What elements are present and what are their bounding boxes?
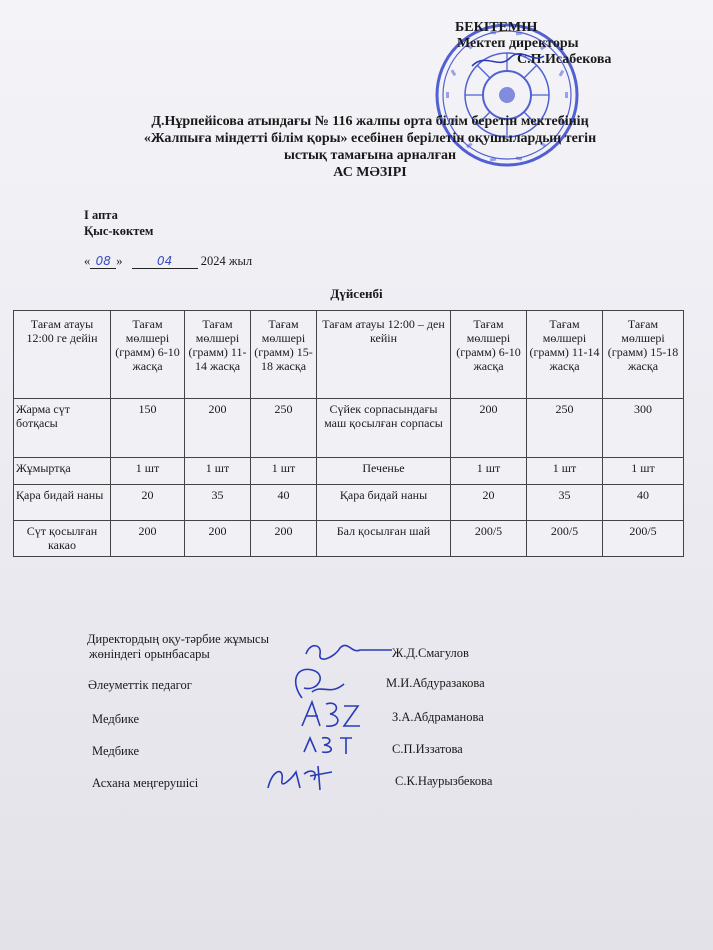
table-cell: 35 bbox=[527, 485, 603, 521]
table-cell: 200 bbox=[451, 399, 527, 458]
week-number: I апта bbox=[84, 208, 118, 222]
title-line-2: «Жалпыға міндетті білім қоры» есебінен берілетін оқушылардың тегін bbox=[143, 131, 597, 146]
table-cell: 1 шт bbox=[527, 458, 603, 485]
date-line bbox=[84, 254, 252, 269]
table-row bbox=[14, 521, 684, 557]
table-cell: 1 шт bbox=[603, 458, 684, 485]
season-label: Қыс-көктем bbox=[84, 224, 154, 238]
table-cell: 20 bbox=[111, 485, 185, 521]
table-row bbox=[14, 399, 684, 458]
table-cell: 35 bbox=[185, 485, 251, 521]
table-cell: 250 bbox=[527, 399, 603, 458]
table-cell: 40 bbox=[603, 485, 684, 521]
table-cell: 200 bbox=[111, 521, 185, 557]
table-cell: 200 bbox=[251, 521, 317, 557]
date-day: 08 bbox=[90, 254, 116, 269]
header-amount-6-10: Тағам мөлшері (грамм) 6-10 жасқа bbox=[111, 311, 185, 399]
table-cell: Жұмыртқа bbox=[14, 458, 111, 485]
signature-name-social-pedagogue: М.И.Абдуразакова bbox=[386, 676, 485, 690]
table-cell: 1 шт bbox=[451, 458, 527, 485]
document-title bbox=[60, 113, 680, 181]
table-header-row bbox=[14, 311, 684, 399]
title-line-1: Д.Нұрпейісова атындағы № 116 жалпы орта білім беретін мектебінің bbox=[151, 114, 589, 129]
signature-role-deputy bbox=[87, 632, 269, 662]
header-amount-15-18-pm: Тағам мөлшері (грамм) 15-18 жасқа bbox=[603, 311, 684, 399]
table-cell: 1 шт bbox=[111, 458, 185, 485]
header-amount-15-18: Тағам мөлшері (грамм) 15-18 жасқа bbox=[251, 311, 317, 399]
date-close-quote: » bbox=[116, 254, 123, 268]
table-row bbox=[14, 458, 684, 485]
signature-role-nurse-2: Медбике bbox=[92, 744, 140, 758]
table-cell: 200/5 bbox=[451, 521, 527, 557]
director-signature bbox=[468, 50, 548, 72]
table-cell: 40 bbox=[251, 485, 317, 521]
header-dish-before-noon: Тағам атауы 12:00 ге дейін bbox=[14, 311, 111, 399]
title-line-4: АС МӘЗІРІ bbox=[333, 165, 407, 180]
signature-role-line: жөніндегі орынбасары bbox=[89, 647, 210, 661]
day-name: Дүйсенбі bbox=[330, 286, 383, 301]
approval-heading: БЕКІТЕМІН bbox=[455, 20, 538, 35]
date-open-quote: « bbox=[84, 254, 91, 268]
title-line-3: ыстық тамағына арналған bbox=[283, 148, 457, 163]
table-cell: 200 bbox=[185, 521, 251, 557]
week-block bbox=[84, 207, 153, 239]
table-cell: 1 шт bbox=[251, 458, 317, 485]
header-amount-11-14: Тағам мөлшері (грамм) 11-14 жасқа bbox=[185, 311, 251, 399]
table-cell: Қара бидай наны bbox=[317, 485, 451, 521]
menu-table bbox=[13, 310, 684, 557]
nurse-2-handwritten-signature bbox=[298, 730, 358, 758]
signature-role-line: Директордың оқу-тәрбие жұмысы bbox=[87, 632, 269, 646]
signature-name-nurse-2: С.П.Иззатова bbox=[392, 742, 463, 756]
table-cell: 1 шт bbox=[185, 458, 251, 485]
table-cell: 300 bbox=[603, 399, 684, 458]
canteen-head-handwritten-signature bbox=[262, 760, 334, 794]
header-dish-after-noon: Тағам атауы 12:00 – ден кейін bbox=[317, 311, 451, 399]
table-cell: Сүйек сорпасындағы маш қосылған сорпасы bbox=[317, 399, 451, 458]
signature-name-canteen-head: С.К.Наурызбекова bbox=[395, 774, 493, 788]
header-amount-11-14-pm: Тағам мөлшері (грамм) 11-14 жасқа bbox=[527, 311, 603, 399]
nurse-1-handwritten-signature bbox=[294, 696, 364, 732]
table-cell: 200/5 bbox=[527, 521, 603, 557]
signature-role-social-pedagogue: Әлеуметтік педагог bbox=[88, 678, 192, 692]
table-cell: Печенье bbox=[317, 458, 451, 485]
approval-director-name: С.П.Исабекова bbox=[517, 52, 612, 67]
signature-name-deputy: Ж.Д.Смагулов bbox=[392, 646, 469, 660]
date-suffix: жыл bbox=[228, 254, 253, 268]
table-cell: Қара бидай наны bbox=[14, 485, 111, 521]
table-cell: Сүт қосылған какао bbox=[14, 521, 111, 557]
table-cell: 200/5 bbox=[603, 521, 684, 557]
deputy-handwritten-signature bbox=[300, 636, 395, 664]
table-cell: 20 bbox=[451, 485, 527, 521]
approval-director-title: Мектеп директоры bbox=[457, 36, 579, 51]
signature-role-nurse-1: Медбике bbox=[92, 712, 140, 726]
date-month: 04 bbox=[132, 254, 198, 269]
table-row bbox=[14, 485, 684, 521]
table-cell: 250 bbox=[251, 399, 317, 458]
header-amount-6-10-pm: Тағам мөлшері (грамм) 6-10 жасқа bbox=[451, 311, 527, 399]
table-cell: 150 bbox=[111, 399, 185, 458]
signature-name-nurse-1: З.А.Абдраманова bbox=[392, 710, 484, 724]
table-cell: Жарма сүт ботқасы bbox=[14, 399, 111, 458]
date-year: 2024 bbox=[200, 254, 226, 268]
signature-role-canteen-head: Асхана меңгерушісі bbox=[92, 776, 199, 790]
table-cell: Бал қосылған шай bbox=[317, 521, 451, 557]
table-cell: 200 bbox=[185, 399, 251, 458]
